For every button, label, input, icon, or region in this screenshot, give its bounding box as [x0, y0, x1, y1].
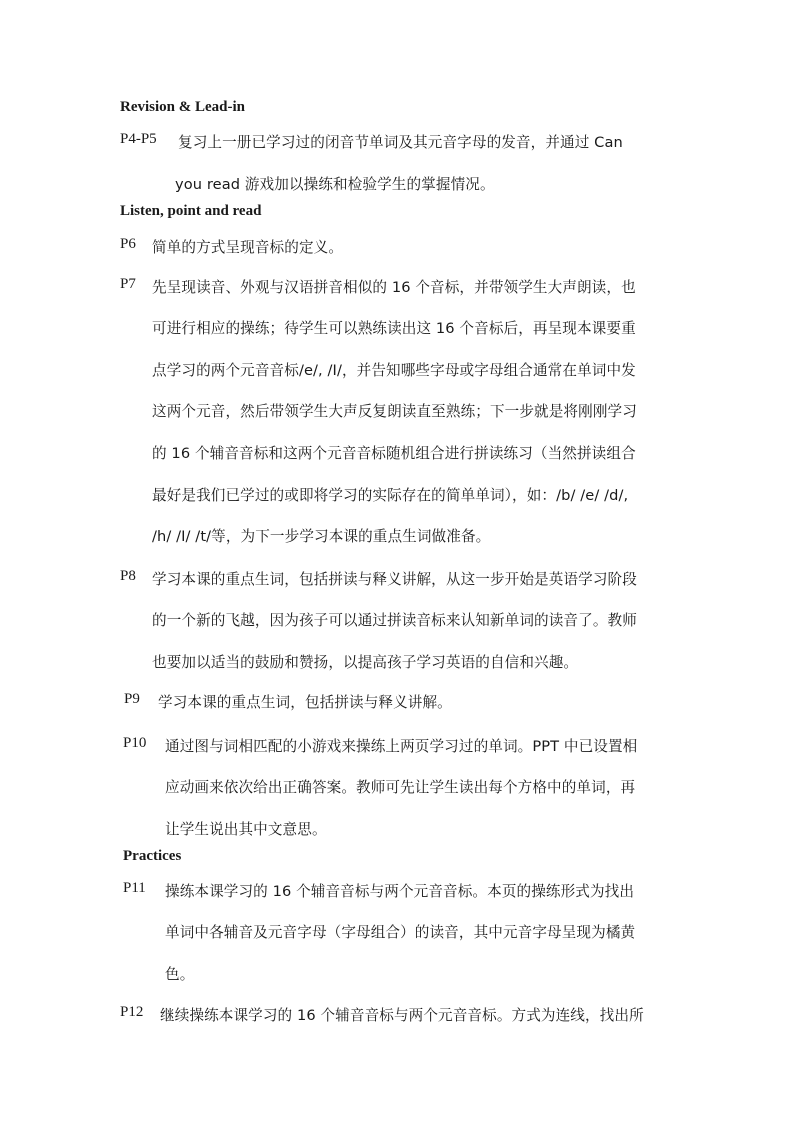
entry-line: 这两个元音，然后带领学生大声反复朗读直至熟练；下一步就是将刚刚学习 — [152, 403, 637, 420]
entry-line: 的一个新的飞越，因为孩子可以通过拼读音标来认知新单词的读音了。教师 — [152, 612, 637, 629]
entry-line: 也要加以适当的鼓励和赞扬，以提高孩子学习英语的自信和兴趣。 — [152, 654, 579, 671]
entry-line: 复习上一册已学习过的闭音节单词及其元音字母的发音，并通过 Can — [178, 134, 623, 151]
entry-label: P9 — [124, 691, 140, 707]
entry-line: 简单的方式呈现音标的定义。 — [152, 239, 344, 256]
entry-line: 学习本课的重点生词，包括拼读与释义讲解。 — [158, 694, 452, 711]
entry-label: P8 — [120, 568, 136, 584]
entry-label: P4-P5 — [120, 131, 157, 147]
entry-line: 通过图与词相匹配的小游戏来操练上两页学习过的单词。PPT 中已设置相 — [165, 738, 638, 755]
entry-line: 最好是我们已学过的或即将学习的实际存在的简单单词），如：/b/ /e/ /d/, — [152, 487, 629, 504]
entry-label: P6 — [120, 236, 136, 252]
entry-label: P7 — [120, 276, 136, 292]
entry-line: 的 16 个辅音音标和这两个元音音标随机组合进行拼读练习（当然拼读组合 — [152, 445, 636, 462]
section-heading-revision: Revision & Lead-in — [120, 99, 246, 115]
entry-line: 点学习的两个元音音标/e/, /I/，并告知哪些字母或字母组合通常在单词中发 — [152, 362, 636, 379]
section-heading-listen: Listen, point and read — [120, 203, 262, 219]
entry-line: 应动画来依次给出正确答案。教师可先让学生读出每个方格中的单词，再 — [165, 779, 636, 796]
entry-line: you read 游戏加以操练和检验学生的掌握情况。 — [175, 176, 495, 193]
entry-label: P10 — [123, 735, 147, 751]
entry-label: P12 — [120, 1004, 144, 1020]
entry-line: /h/ /I/ /t/等，为下一步学习本课的重点生词做准备。 — [152, 528, 491, 545]
entry-line: 色。 — [165, 966, 195, 983]
entry-line: 先呈现读音、外观与汉语拼音相似的 16 个音标，并带领学生大声朗读，也 — [152, 279, 636, 296]
entry-line: 学习本课的重点生词，包括拼读与释义讲解，从这一步开始是英语学习阶段 — [152, 571, 637, 588]
entry-line: 可进行相应的操练；待学生可以熟练读出这 16 个音标后，再呈现本课要重 — [152, 320, 636, 337]
section-heading-practices: Practices — [123, 848, 182, 864]
entry-line: 让学生说出其中文意思。 — [165, 821, 327, 838]
entry-line: 单词中各辅音及元音字母（字母组合）的读音，其中元音字母呈现为橘黄 — [165, 924, 636, 941]
entry-line: 操练本课学习的 16 个辅音音标与两个元音音标。本页的操练形式为找出 — [165, 883, 635, 900]
entry-label: P11 — [123, 880, 146, 896]
entry-line: 继续操练本课学习的 16 个辅音音标与两个元音音标。方式为连线，找出所 — [160, 1007, 644, 1024]
